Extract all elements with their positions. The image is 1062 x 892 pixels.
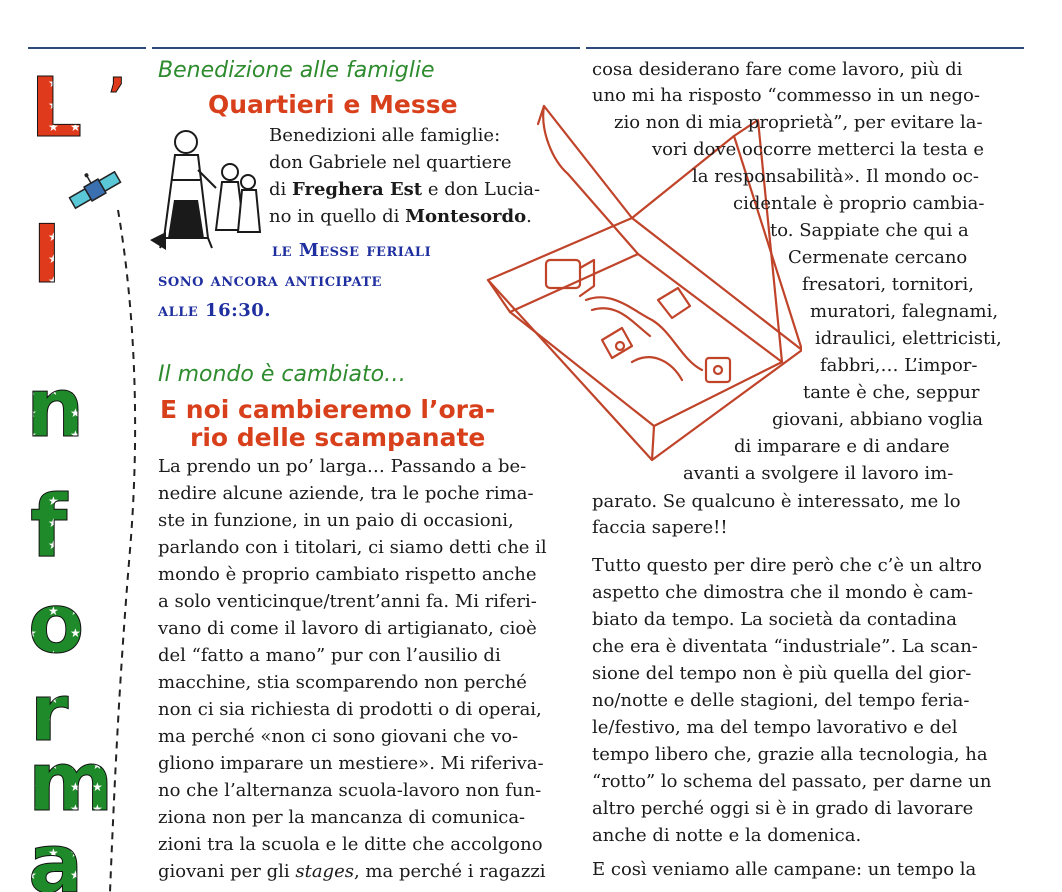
text-run: , ma perché i ragazzi	[353, 861, 546, 882]
article2-col2-line: cosa desiderano fare come lavoro, più di	[592, 59, 963, 80]
article2-col2-line: uno mi ha risposto “commesso in un nego-	[592, 85, 980, 106]
article1-notice-line: le Messe feriali	[272, 240, 432, 261]
text-run: no in quello di	[269, 206, 406, 227]
article1-notice-line: alle 16:30.	[158, 300, 272, 321]
text-run: vano di come il lavoro di artigianato, cioè	[158, 618, 537, 639]
text-run: Freghera Est	[292, 179, 423, 200]
article2-col2-line: Tutto questo per dire però che c’è un altro	[592, 555, 982, 576]
article2-col2-line: le/festivo, ma del tempo lavorativo e del	[592, 717, 958, 738]
text-run: ziona non per la mancanza di comunica-	[158, 807, 526, 828]
article2-col2-line: vori dove occorre metterci la testa e	[652, 139, 985, 160]
article2-col2-line: to. Sappiate che qui a	[770, 220, 969, 241]
masthead-letter: o	[28, 577, 85, 672]
article2-col1-line	[158, 481, 534, 508]
article2-col1-line	[158, 508, 514, 535]
masthead-letter: m	[28, 735, 114, 830]
article2-col2-line: di imparare e di andare	[734, 436, 950, 457]
text-run: non ci sia richiesta di prodotti o di operai,	[158, 699, 542, 720]
text-run: don Gabriele nel quartiere	[269, 152, 512, 173]
article2-col1-line	[158, 832, 543, 859]
article2-col2-line: idraulici, elettricisti,	[815, 328, 1002, 349]
text-run: a solo venticinque/trent’anni fa. Mi riferi-	[158, 591, 537, 612]
article2-col2-line: fresatori, tornitori,	[802, 274, 974, 295]
article2-headline-line2: rio delle scampanate	[190, 423, 486, 452]
article2-col2-line: E così veniamo alle campane: un tempo la	[592, 859, 977, 880]
article2-col2-line: Cermenate cercano	[788, 247, 968, 268]
article2-col1-line	[158, 778, 541, 805]
text-run: ma perché «non ci sono giovani che vo-	[158, 726, 519, 747]
satellite-icon	[63, 161, 122, 210]
text-run: mondo è proprio cambiato rispetto anche	[158, 564, 537, 585]
column-rule-middle	[152, 47, 580, 49]
masthead-letter: n	[26, 361, 85, 456]
article2-col2-line: giovani, abbiano voglia	[772, 409, 983, 430]
text-run: stages	[295, 861, 354, 882]
text-run: nedire alcune aziende, tra le poche rima-	[158, 483, 534, 504]
text-run: di	[269, 179, 293, 200]
masthead-letter: L	[30, 61, 83, 156]
article2-col2-line: che era è diventata “industriale”. La scan-	[592, 636, 978, 657]
article2-col2-line: cidentale è proprio cambia-	[733, 193, 985, 214]
priest-blessing-illustration	[146, 120, 266, 255]
masthead-linforma	[0, 50, 150, 892]
article2-col1-line	[158, 454, 526, 481]
article2-col1-line	[158, 751, 544, 778]
article2-col2-line: aspetto che dimostra che il mondo è cam-	[592, 582, 974, 603]
article2-col2-line: no/notte e delle stagioni, del tempo feria-	[592, 690, 970, 711]
article2-col2-line: anche di notte e la domenica.	[592, 825, 862, 846]
text-run: Montesordo	[405, 206, 527, 227]
masthead-letter: a	[28, 817, 84, 892]
article2-col2-line: biato da tempo. La società da contadina	[592, 609, 957, 630]
text-run: La prendo un po’ larga… Passando a be-	[158, 456, 527, 477]
article2-col1-line	[158, 805, 525, 832]
text-run: .	[526, 206, 532, 227]
article2-col1-line	[158, 589, 537, 616]
text-run: Benedizioni alle famiglie:	[269, 125, 501, 146]
masthead-letter: ’	[108, 68, 127, 124]
article2-col2-line: tante è che, seppur	[803, 382, 980, 403]
article2-col1-line	[158, 670, 527, 697]
orbit-dashed-line	[110, 210, 135, 892]
article1-line	[269, 123, 500, 150]
column-rule-right	[586, 47, 1024, 49]
masthead-letter: I	[32, 208, 62, 301]
masthead-letter: r	[30, 669, 69, 759]
article1-kicker: Benedizione alle famiglie	[158, 58, 435, 83]
article2-col2-line: altro perché oggi si è in grado di lavorare	[592, 798, 974, 819]
article2-col2-line: parato. Se qualcuno è interessato, me lo	[592, 491, 961, 512]
article2-col2-line: sione del tempo non è più quella del gior-	[592, 663, 972, 684]
article2-col1-line	[158, 724, 518, 751]
article2-col2-line: la responsabilità». Il mondo oc-	[692, 166, 980, 187]
article2-headline-line1: E noi cambieremo l’ora-	[160, 395, 496, 424]
article1-notice-line: sono ancora anticipate	[158, 270, 382, 291]
article2-kicker: Il mondo è cambiato…	[158, 362, 407, 387]
article2-col2-line: faccia sapere!!	[592, 517, 728, 538]
text-run: no che l’alternanza scuola-lavoro non fun-	[158, 780, 542, 801]
article2-col1-line	[158, 643, 501, 670]
masthead-letter: f	[30, 477, 68, 577]
text-run: parlando con i titolari, ci siamo detti che il	[158, 537, 547, 558]
article2-col2-line: muratori, falegnami,	[810, 301, 999, 322]
text-run: zioni tra la scuola e le ditte che accolgono	[158, 834, 543, 855]
article2-col2-line: “rotto” lo schema del passato, per darne un	[592, 771, 992, 792]
article2-col1-line	[158, 616, 537, 643]
text-run: giovani per gli	[158, 861, 296, 882]
article2-col2-line: avanti a svolgere il lavoro im-	[683, 463, 954, 484]
article2-col1-line	[158, 859, 546, 886]
article2-col2-line: tempo libero che, grazie alla tecnologia, ha	[592, 744, 988, 765]
article2-col2-line: fabbri,… L’impor-	[820, 355, 978, 376]
text-run: ste in funzione, in un paio di occasioni,	[158, 510, 514, 531]
article2-col1-line	[158, 562, 537, 589]
article2-col1-line	[158, 697, 542, 724]
text-run: gliono imparare un mestiere». Mi riferiva-	[158, 753, 544, 774]
text-run: e don Lucia-	[422, 179, 541, 200]
article2-col1-line	[158, 535, 547, 562]
article1-headline: Quartieri e Messe	[208, 90, 458, 119]
article1-line	[269, 150, 512, 177]
text-run: macchine, stia scomparendo non perché	[158, 672, 527, 693]
column-rule-left	[28, 47, 146, 49]
article2-col2-line: zio non di mia proprietà”, per evitare la-	[614, 112, 983, 133]
text-run: del “fatto a mano” pur con l’ausilio di	[158, 645, 501, 666]
